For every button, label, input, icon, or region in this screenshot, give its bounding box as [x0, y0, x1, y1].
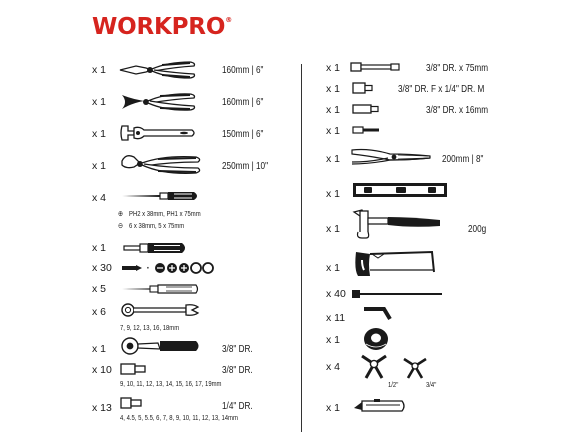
item-spec: 160mm | 6" — [222, 96, 264, 108]
adapter-icon — [352, 82, 378, 94]
combination-pliers-icon — [118, 58, 198, 82]
claw-hammer-icon — [352, 208, 444, 240]
brand-name: WORKPRO — [92, 14, 226, 40]
cable-tie-icon — [350, 287, 446, 301]
item-quantity: x 1 — [326, 62, 341, 74]
item-quantity: x 1 — [326, 153, 341, 165]
item-quantity: x 4 — [326, 361, 341, 373]
item-spec: 200mm | 8" — [442, 153, 484, 165]
item-quantity: x 1 — [92, 160, 107, 172]
item-note: 1/2" — [388, 380, 399, 389]
precision-screwdriver-icon — [120, 283, 200, 295]
item-quantity: x 1 — [326, 104, 341, 116]
item-spec: 1/4" DR. — [222, 400, 253, 412]
groove-joint-pliers-icon — [118, 151, 204, 179]
item-note: 3/4" — [426, 380, 437, 389]
item-quantity: x 1 — [326, 83, 341, 95]
item-quantity: x 4 — [92, 192, 107, 204]
bit-driver-handle-icon — [120, 241, 200, 255]
spark-plug-socket-icon — [352, 103, 382, 115]
hacksaw-icon — [352, 246, 438, 282]
item-spec: 3/8" DR. — [222, 364, 253, 376]
item-note: 7, 9, 12, 13, 16, 18mm — [120, 323, 180, 332]
insulation-tape-icon — [362, 326, 390, 352]
wire-stripper-icon — [350, 144, 434, 172]
item-quantity: x 11 — [326, 312, 346, 324]
socket-icon — [120, 396, 150, 410]
item-quantity: x 1 — [326, 125, 341, 137]
item-note: 6 x 38mm, 5 x 75mm — [129, 221, 185, 230]
item-quantity: x 1 — [92, 64, 107, 76]
brand-logo — [92, 14, 232, 40]
item-note: PH2 x 38mm, PH1 x 75mm — [129, 209, 201, 218]
screwdriver-bits-icon — [120, 260, 220, 276]
extension-bar-icon — [350, 61, 406, 73]
diagonal-cutter-icon — [118, 89, 198, 115]
spring-clamp-icon — [400, 356, 430, 380]
item-quantity: x 1 — [92, 128, 107, 140]
item-quantity: x 6 — [92, 306, 107, 318]
ratchet-icon — [118, 336, 202, 356]
bit-adapter-icon — [352, 124, 386, 136]
minus-circle-icon: ⊖ — [118, 221, 123, 230]
item-note: 4, 4.5, 5, 5.5, 6, 7, 8, 9, 10, 11, 12, 13, 14mm — [120, 413, 238, 422]
item-spec: 160mm | 6" — [222, 64, 264, 76]
item-quantity: x 10 — [92, 364, 112, 376]
utility-knife-icon — [352, 396, 408, 416]
spring-clamp-icon — [356, 352, 392, 380]
adjustable-wrench-icon — [118, 122, 198, 144]
socket-icon — [120, 362, 150, 376]
screwdriver-icon — [120, 189, 200, 203]
item-quantity: x 1 — [92, 343, 107, 355]
item-quantity: x 1 — [92, 242, 107, 254]
registered-mark: ® — [225, 16, 232, 24]
item-note: 9, 10, 11, 12, 13, 14, 15, 16, 17, 19mm — [120, 379, 222, 388]
item-quantity: x 1 — [326, 262, 341, 274]
item-spec: 200g — [468, 223, 487, 235]
item-quantity: x 30 — [92, 262, 112, 274]
hex-key-icon — [360, 305, 396, 325]
item-spec: 150mm | 6" — [222, 128, 264, 140]
item-spec: 250mm | 10" — [222, 160, 269, 172]
item-quantity: x 1 — [326, 223, 341, 235]
item-quantity: x 5 — [92, 283, 107, 295]
plus-circle-icon: ⊕ — [118, 209, 123, 218]
svg-text:·: · — [146, 261, 150, 275]
item-spec: 3/8" DR. x 16mm — [426, 104, 489, 116]
item-quantity: x 1 — [326, 334, 341, 346]
item-quantity: x 13 — [92, 402, 112, 414]
spirit-level-icon — [352, 182, 448, 198]
item-quantity: x 1 — [326, 188, 341, 200]
item-quantity: x 40 — [326, 288, 346, 300]
item-spec: 3/8" DR. F x 1/4" DR. M — [398, 83, 485, 95]
item-quantity: x 1 — [326, 402, 341, 414]
item-spec: 3/8" DR. x 75mm — [426, 62, 489, 74]
item-quantity: x 1 — [92, 96, 107, 108]
column-divider — [301, 64, 302, 432]
item-spec: 3/8" DR. — [222, 343, 253, 355]
combination-wrench-icon — [118, 302, 202, 318]
